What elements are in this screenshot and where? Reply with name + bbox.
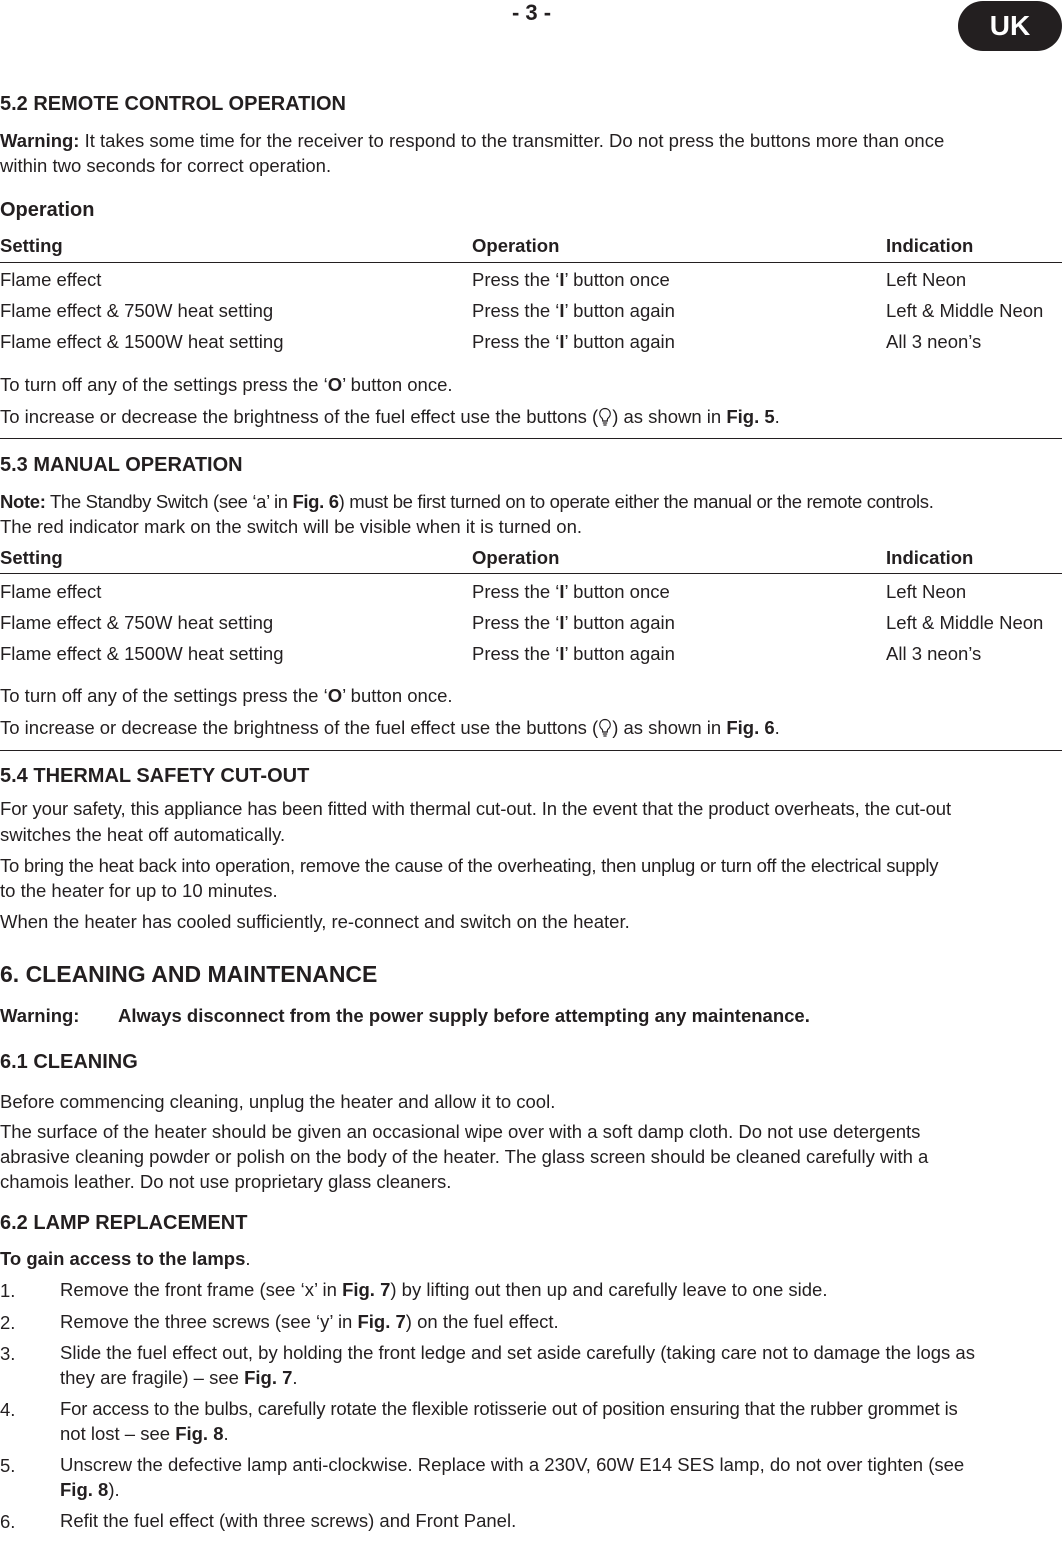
list-item-number: 6. [0,1511,16,1532]
table-header-rule [0,573,1062,574]
s54-para2-line1: To bring the heat back into operation, remove the cause of the overheating, then unplug or turn off the electrical supply [0,855,939,876]
section-6-title: 6. CLEANING AND MAINTENANCE [0,961,378,987]
s53-turn-off-text: To turn off any of the settings press the ‘O’ button once. [0,685,453,706]
lightbulb-icon [598,407,612,427]
table-cell-operation: Press the ‘I’ button again [472,331,675,352]
table-cell-setting: Flame effect [0,581,102,602]
s52-warning-line1 [0,127,944,155]
list-item-number: 4. [0,1399,16,1420]
table-cell-setting: Flame effect & 750W heat setting [0,612,274,633]
s61-para2-line1: The surface of the heater should be given an occasional wipe over with a soft damp cloth. Do not use detergents [0,1121,921,1142]
table-cell-indication: Left Neon [886,581,967,602]
list-item-number: 1. [0,1280,16,1301]
col-setting-header: Setting [0,235,63,256]
s53-note-line1: Note: The Standby Switch (see ‘a’ in Fig. 6) must be first turned on to operate either the manual or the remote controls. [0,491,934,512]
table-cell-setting: Flame effect [0,269,102,290]
s61-para1: Before commencing cleaning, unplug the heater and allow it to cool. [0,1091,556,1112]
table-cell-operation: Press the ‘I’ button once [472,269,670,290]
section-5-4-title: 5.4 THERMAL SAFETY CUT-OUT [0,765,310,787]
section-5-3-title: 5.3 MANUAL OPERATION [0,454,243,476]
table-cell-operation: Press the ‘I’ button again [472,643,675,664]
s54-para1-line1: For your safety, this appliance has been fitted with thermal cut-out. In the event that the product overheats, the cut-out [0,798,952,819]
page-number: - 3 - [511,0,552,25]
s54-para1-line2: switches the heat off automatically. [0,824,286,845]
table-cell-indication: Left & Middle Neon [886,300,1044,321]
col-indication-header: Indication [886,235,974,256]
col-operation-header: Operation [472,235,560,256]
list-item-number: 5. [0,1455,16,1476]
col-operation-header: Operation [472,547,560,568]
section-divider [0,438,1062,439]
operation-heading: Operation [0,199,95,221]
section-6-2-title: 6.2 LAMP REPLACEMENT [0,1212,248,1234]
list-item-number: 2. [0,1312,16,1333]
section-divider [0,750,1062,751]
s61-para2-line3: chamois leather. Do not use proprietary glass cleaners. [0,1171,452,1192]
table-cell-indication: All 3 neon’s [886,331,982,352]
s6-warning-text: Always disconnect from the power supply before attempting any maintenance. [118,1005,810,1026]
s6-warning-label: Warning: [0,1005,80,1026]
section-6-1-title: 6.1 CLEANING [0,1051,138,1073]
table-cell-setting: Flame effect & 1500W heat setting [0,331,284,352]
list-item-continuation: they are fragile) – see Fig. 7. [60,1367,298,1388]
lightbulb-icon [598,718,612,738]
list-item-continuation: Fig. 8). [60,1479,120,1500]
table-cell-indication: All 3 neon’s [886,643,982,664]
list-item-continuation: not lost – see Fig. 8. [60,1423,229,1444]
table-cell-indication: Left Neon [886,269,967,290]
s54-para3: When the heater has cooled sufficiently, re-connect and switch on the heater. [0,911,630,932]
list-item: Remove the front frame (see ‘x’ in Fig. 7) by lifting out then up and carefully leave to one side. [60,1279,828,1300]
list-item: Refit the fuel effect (with three screws) and Front Panel. [60,1510,517,1531]
table-cell-indication: Left & Middle Neon [886,612,1044,633]
list-item: Slide the fuel effect out, by holding the front ledge and set aside carefully (taking care not to damage the logs as [60,1342,975,1363]
list-item: Unscrew the defective lamp anti-clockwise. Replace with a 230V, 60W E14 SES lamp, do not over tighten (see [60,1454,965,1475]
table-cell-operation: Press the ‘I’ button again [472,612,675,633]
table-cell-operation: Press the ‘I’ button again [472,300,675,321]
s52-warning-line2: within two seconds for correct operation. [0,155,332,176]
table-cell-operation: Press the ‘I’ button once [472,581,670,602]
s52-turn-off-text: To turn off any of the settings press the ‘O’ button once. [0,374,453,395]
s52-brightness-text: To increase or decrease the brightness of the fuel effect use the buttons ( ) as shown in Fig. 5. [0,406,780,427]
warning-text: It takes some time for the receiver to respond to the transmitter. Do not press the buttons more than once [79,130,945,151]
col-indication-header: Indication [886,547,974,568]
s53-note-line2: The red indicator mark on the switch will be visible when it is turned on. [0,516,582,537]
list-item: Remove the three screws (see ‘y’ in Fig. 7) on the fuel effect. [60,1311,559,1332]
col-setting-header: Setting [0,547,63,568]
list-item: For access to the bulbs, carefully rotate the flexible rotisserie out of position ensuring that the rubber grommet is [60,1398,958,1419]
table-cell-setting: Flame effect & 750W heat setting [0,300,274,321]
language-badge: UK [958,1,1062,51]
warning-label: Warning: [0,130,80,151]
s62-access-heading: To gain access to the lamps. [0,1248,251,1269]
s54-para2-line2: to the heater for up to 10 minutes. [0,880,278,901]
list-item-number: 3. [0,1343,16,1364]
s61-para2-line2: abrasive cleaning powder or polish on the body of the heater. The glass screen should be cleaned carefully with a [0,1146,929,1167]
s53-brightness-text: To increase or decrease the brightness of the fuel effect use the buttons ( ) as shown in Fig. 6. [0,717,780,738]
section-5-2-title: 5.2 REMOTE CONTROL OPERATION [0,93,346,115]
table-cell-setting: Flame effect & 1500W heat setting [0,643,284,664]
table-header-rule [0,262,1062,263]
